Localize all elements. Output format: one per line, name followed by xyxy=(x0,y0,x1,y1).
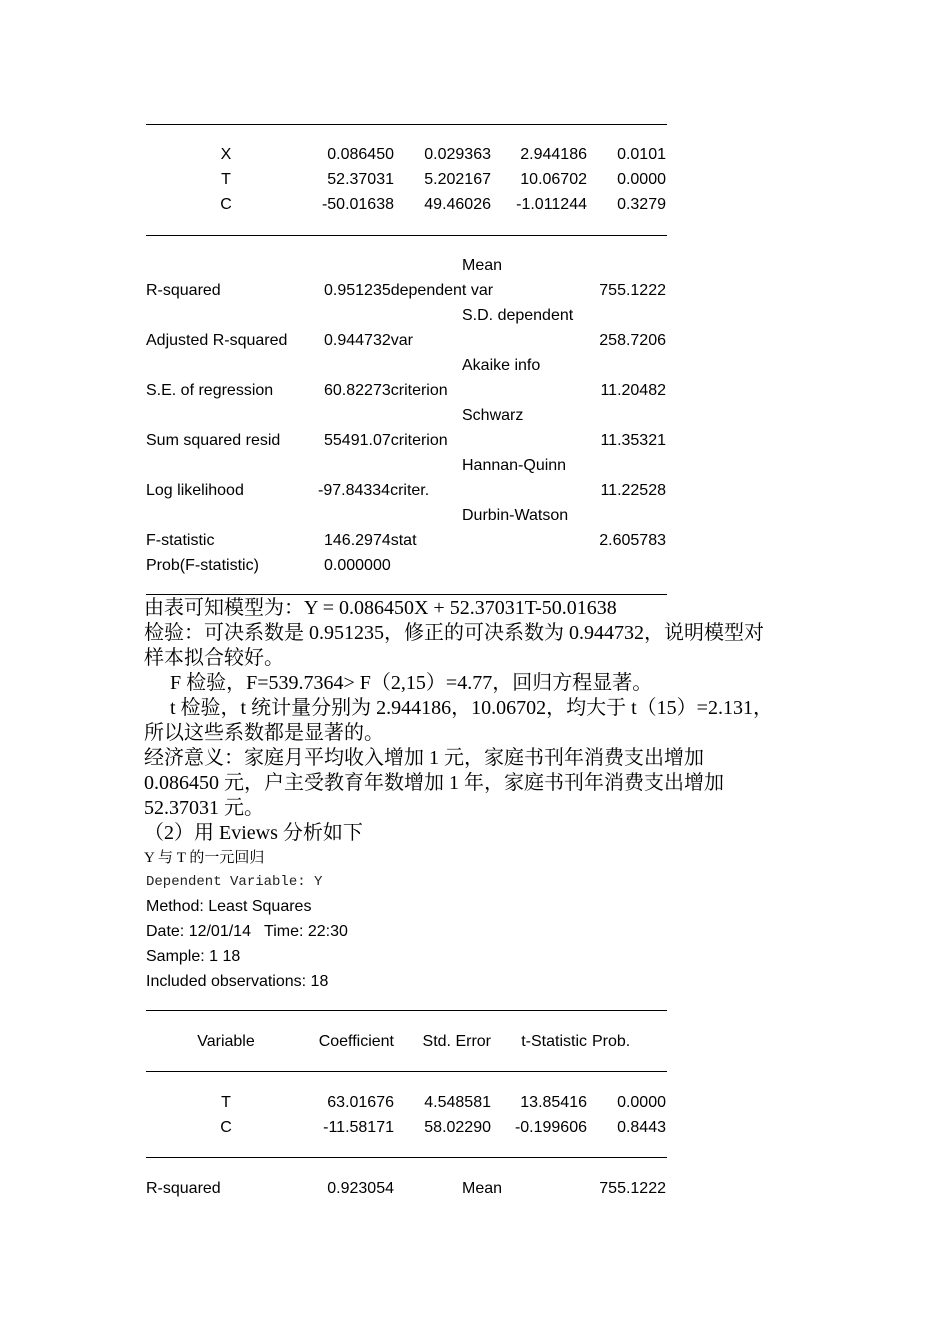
col-header-std-error: Std. Error xyxy=(422,1033,491,1050)
row-t: -0.199606 xyxy=(514,1119,587,1136)
row-p: 0.0101 xyxy=(617,146,666,163)
row-p: 0.0000 xyxy=(617,1094,666,1111)
stat-right-value: 2.605783 xyxy=(599,532,666,549)
t-test-line: t 检验，t 统计量分别为 2.944186，10.06702，均大于 t（15）=2.131， xyxy=(170,697,773,719)
stat-label: R-squared xyxy=(146,1180,221,1197)
observations-line: Included observations: 18 xyxy=(146,973,329,990)
row-coef: 63.01676 xyxy=(327,1094,394,1111)
row-coef: 0.086450 xyxy=(327,146,394,163)
stat-right-label: Durbin-Watson xyxy=(462,507,569,524)
stat-label: Prob(F-statistic) xyxy=(146,557,259,574)
stat-right-label: S.D. dependent xyxy=(462,307,574,324)
stat-right-label: Mean xyxy=(462,1180,503,1197)
stat-value: 146.2974stat xyxy=(324,532,417,549)
table-top-rule xyxy=(146,124,667,125)
row-var: C xyxy=(220,196,232,213)
table2-mid-rule xyxy=(146,1157,667,1158)
stat-label: R-squared xyxy=(146,282,221,299)
stat-value: 55491.07criterion xyxy=(324,432,448,449)
stat-label: S.E. of regression xyxy=(146,382,274,399)
row-coef: -11.58171 xyxy=(323,1119,394,1136)
row-var: T xyxy=(221,1094,231,1111)
stat-right-value: 258.7206 xyxy=(599,332,666,349)
stat-right-value: 11.35321 xyxy=(600,432,666,449)
stat-value: 60.82273criterion xyxy=(324,382,448,399)
stat-right-value: 755.1222 xyxy=(599,282,666,299)
dependent-variable: Dependent Variable: Y xyxy=(146,874,323,890)
stat-label: Adjusted R-squared xyxy=(146,332,288,349)
stat-right-label: Hannan-Quinn xyxy=(462,457,567,474)
sample-line: Sample: 1 18 xyxy=(146,948,241,965)
stat-right-value: 11.22528 xyxy=(600,482,666,499)
table2-header-rule xyxy=(146,1071,667,1072)
row-t: 10.06702 xyxy=(520,171,587,188)
row-t: -1.011244 xyxy=(516,196,587,213)
row-p: 0.8443 xyxy=(617,1119,666,1136)
stat-value: 0.944732var xyxy=(324,332,413,349)
row-p: 0.0000 xyxy=(617,171,666,188)
row-se: 49.46026 xyxy=(424,196,491,213)
row-t: 13.85416 xyxy=(520,1094,587,1111)
subsection-title: Y 与 T 的一元回归 xyxy=(144,850,265,866)
stat-value: -97.84334criter. xyxy=(318,482,430,499)
row-var: T xyxy=(221,171,231,188)
t-test-line-cont: 所以这些系数都是显著的。 xyxy=(144,722,384,744)
econ-line-3: 52.37031 元。 xyxy=(144,797,264,819)
stat-right-value: 11.20482 xyxy=(600,382,666,399)
row-se: 4.548581 xyxy=(424,1094,491,1111)
row-se: 5.202167 xyxy=(424,171,491,188)
test-line-cont: 样本拟合较好。 xyxy=(144,647,284,669)
f-test-line: F 检验，F=539.7364> F（2,15）=4.77，回归方程显著。 xyxy=(170,672,653,694)
row-var: C xyxy=(220,1119,232,1136)
stat-right-label: Schwarz xyxy=(462,407,524,424)
row-coef: -50.01638 xyxy=(321,196,394,213)
stat-value: 0.000000 xyxy=(324,557,391,574)
stat-label: Sum squared resid xyxy=(146,432,281,449)
table2-top-rule xyxy=(146,1010,667,1011)
row-var: X xyxy=(220,146,232,163)
col-header-prob: Prob. xyxy=(592,1033,631,1050)
row-t: 2.944186 xyxy=(520,146,587,163)
col-header-t-statistic: t-Statistic xyxy=(521,1033,587,1050)
model-line: 由表可知模型为：Y = 0.086450X + 52.37031T-50.01638 xyxy=(144,597,617,619)
table-mid-rule xyxy=(146,235,667,236)
col-header-coefficient: Coefficient xyxy=(318,1033,394,1050)
stat-right-label: Akaike info xyxy=(462,357,541,374)
row-se: 58.02290 xyxy=(424,1119,491,1136)
method-line: Method: Least Squares xyxy=(146,898,312,915)
stat-label: F-statistic xyxy=(146,532,215,549)
stat-right-value: 755.1222 xyxy=(599,1180,666,1197)
stat-label: Log likelihood xyxy=(146,482,244,499)
col-header-variable: Variable xyxy=(197,1033,255,1050)
econ-line-2: 0.086450 元，户主受教育年数增加 1 年，家庭书刊年消费支出增加 xyxy=(144,772,724,794)
row-coef: 52.37031 xyxy=(327,171,394,188)
stat-right-label: Mean xyxy=(462,257,503,274)
test-line: 检验：可决系数是 0.951235，修正的可决系数为 0.944732，说明模型对 xyxy=(144,622,764,644)
table-bottom-rule xyxy=(146,594,667,595)
stat-value: 0.951235dependent var xyxy=(324,282,494,299)
stat-value: 0.923054 xyxy=(327,1180,394,1197)
econ-line: 经济意义：家庭月平均收入增加 1 元，家庭书刊年消费支出增加 xyxy=(144,747,704,769)
row-p: 0.3279 xyxy=(617,196,666,213)
date-line: Date: 12/01/14 Time: 22:30 xyxy=(146,923,348,940)
row-se: 0.029363 xyxy=(424,146,491,163)
section-heading: （2）用 Eviews 分析如下 xyxy=(144,822,363,844)
